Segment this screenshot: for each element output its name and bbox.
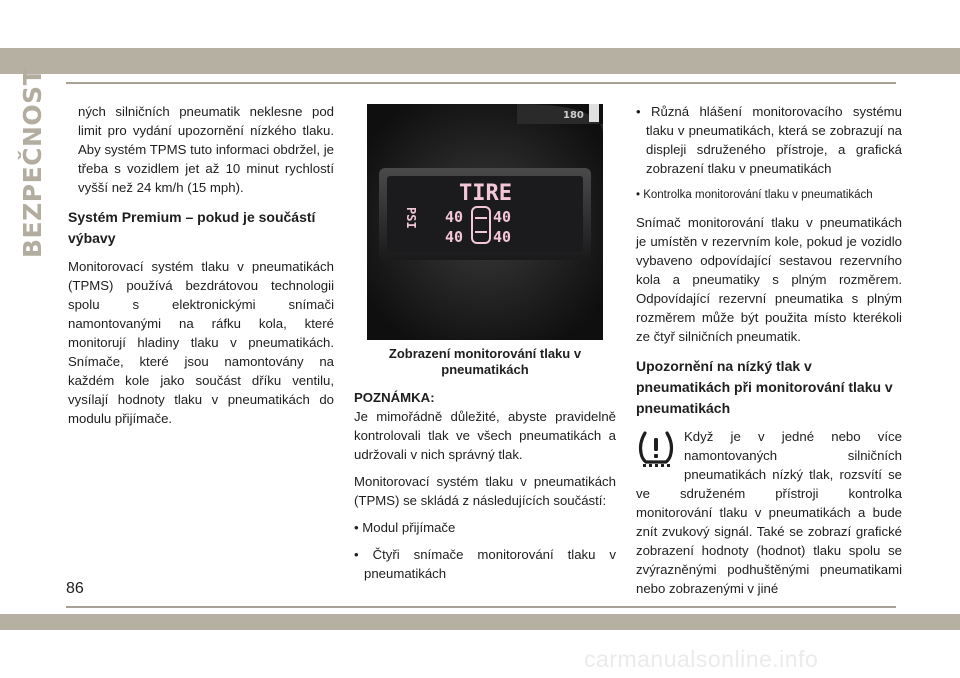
svg-text:PSI: PSI (404, 207, 418, 229)
column-1 (68, 102, 334, 436)
bullet-warning-light: • Kontrolka monitorování tlaku v pneumatikách (636, 189, 873, 201)
figure-caption: Zobrazení monitorování tlaku v pneumatikách (388, 346, 582, 377)
bullet-sensors: • Čtyři snímače monitorování tlaku v pneumatikách (354, 547, 616, 581)
column-3 (636, 102, 902, 606)
svg-text:180: 180 (563, 110, 584, 121)
column-2 (354, 388, 616, 591)
pressure-front-right: 40 (493, 208, 512, 226)
spare-wheel-paragraph: Snímač monitorování tlaku v pneumatikách je umístěn v rezervním kole, pokud je vozidlo vybaveno odpovídající sestavou rezervního kola a pneumatiky s plným rozměrem. Odpovídající rezervní pneumatika s plným rozměrem může být použita místo kterékoli ze čtyř silničních pneumatik. (636, 215, 902, 344)
premium-system-paragraph: Monitorovací systém tlaku v pneumatikách (TPMS) používá bezdrátovou technologii spolu s elektronickými snímači namontovanými na ráfku kola, které monitorují hladiny tlaku v pneumatikách. Snímače, které jsou namontovány na každém kole jako součást dříku ventilu, vysílají hodnoty tlaku v pneumatikách do modulu přijímače. (68, 259, 334, 426)
components-intro: Monitorovací systém tlaku v pneumatikách (TPMS) se skládá z následujících součástí: (354, 474, 616, 508)
note-title: POZNÁMKA: (354, 390, 435, 405)
svg-text:TIRE: TIRE (459, 181, 512, 206)
premium-system-heading: Systém Premium – pokud je součástí výbavy (68, 209, 316, 246)
tire-pressure-warning-icon (636, 429, 676, 469)
tpms-display-photo (367, 104, 603, 340)
low-pressure-heading: Upozornění na nízký tlak v pneumatikách při monitorování tlaku v pneumatikách (636, 358, 893, 416)
pressure-rear-right: 40 (493, 228, 512, 246)
watermark: carmanualsonline.info (584, 646, 819, 672)
pressure-rear-left: 40 (445, 228, 464, 246)
pressure-front-left: 40 (445, 208, 464, 226)
warning-paragraph: Když je v jedné nebo více namontovaných silničních pneumatikách nízký tlak, rozsvítí se ve sdruženém přístroji kontrolka monitorování tlaku v pneumatikách a bude znít zvukový signál. Také se zobrazí grafické zobrazení hodnoty (hodnot) tlaku spolu se zvýrazněnými podhuštěnými pneumatikami nebo zobrazenými v jiné (636, 429, 902, 596)
bottom-decor-band (0, 614, 960, 630)
top-decor-band (0, 48, 960, 74)
bottom-rule (66, 606, 896, 608)
bullet-receiver-module: • Modul přijímače (354, 520, 456, 535)
top-rule (66, 82, 896, 84)
bullet-messages: • Různá hlášení monitorovacího systému tlaku v pneumatikách, která se zobrazují na displeji sdruženého přístroje, a grafická zobrazení tlaku v pneumatikách (636, 104, 902, 176)
note-paragraph: Je mimořádně důležité, abyste pravidelně kontrolovali tlak ve všech pneumatikách a udržovali v nich správný tlak. (354, 409, 616, 462)
intro-paragraph: ných silničních pneumatik neklesne pod limit pro vydání upozornění nízkého tlaku. Aby systém TPMS tuto informaci obdržel, je třeba s vozidlem jet až 10 minut rychlostí vyšší než 24 km/h (15 mph). (78, 104, 334, 195)
page-number: 86 (66, 580, 84, 597)
